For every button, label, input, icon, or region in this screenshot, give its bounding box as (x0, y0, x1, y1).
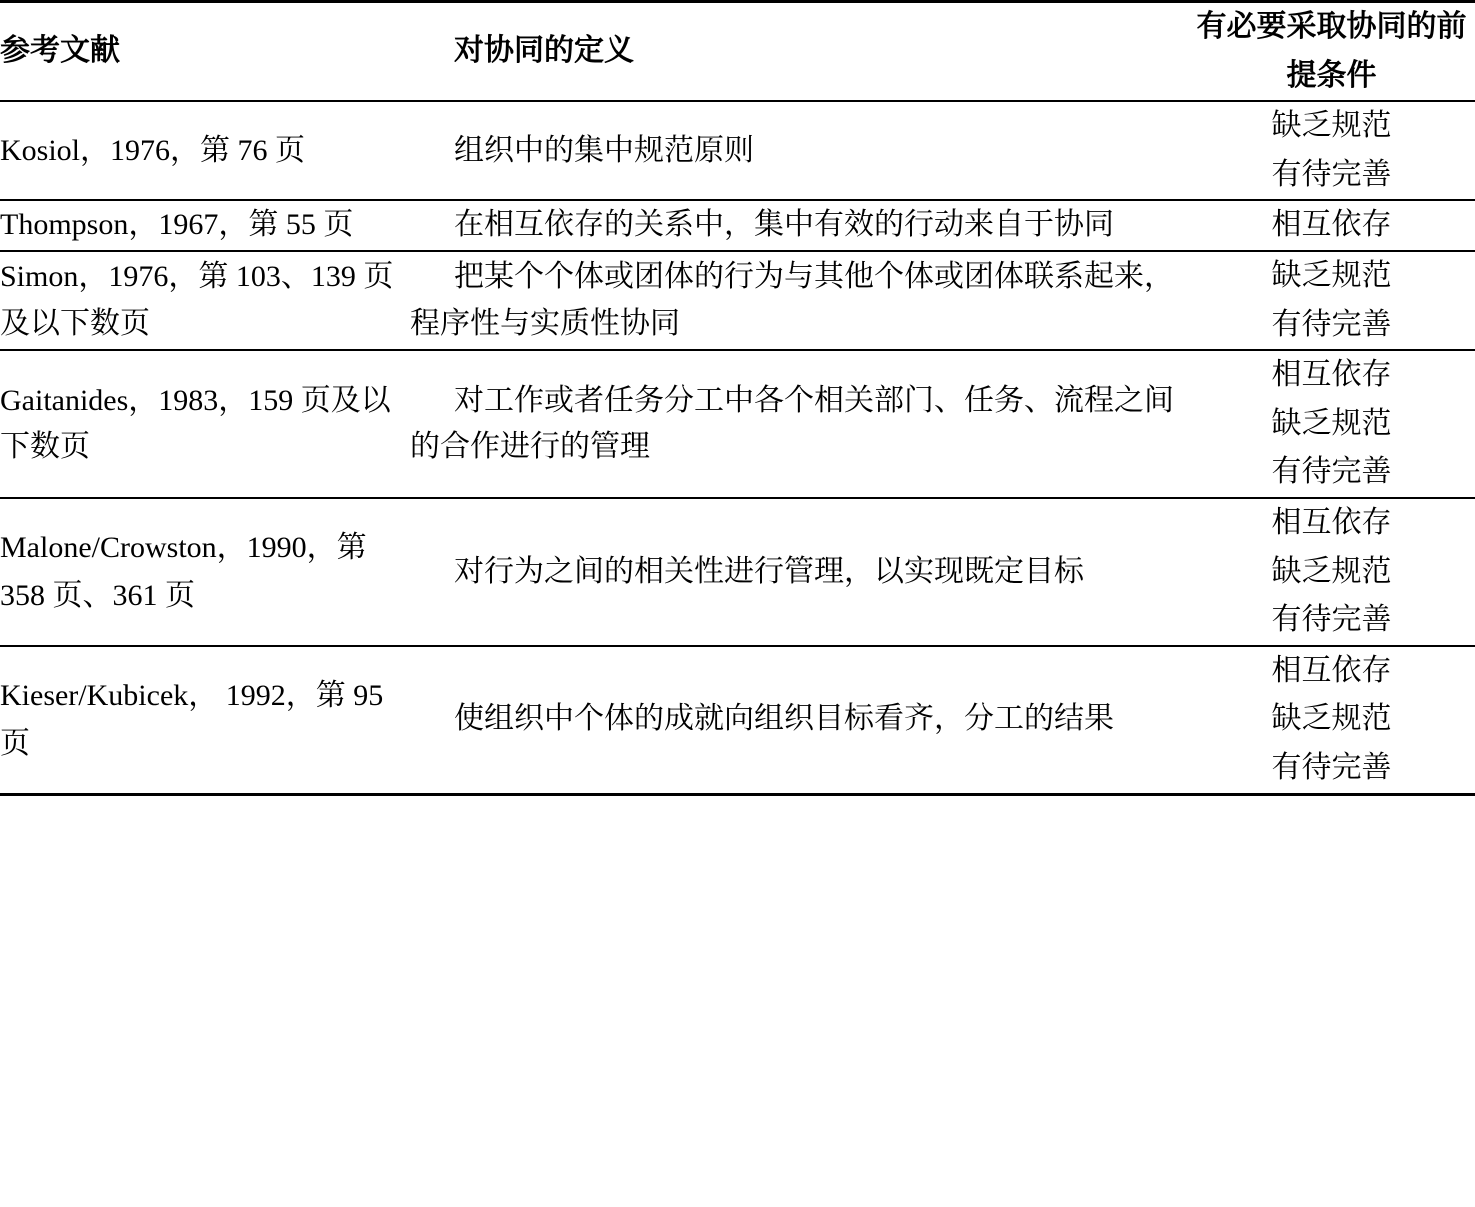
precondition-line: 相互依存 (1271, 505, 1392, 539)
cell-definition: 对工作或者任务分工中各个相关部门、任务、流程之间的合作进行的管理 (410, 383, 1174, 464)
cell-precondition (1188, 101, 1475, 200)
table-row (0, 200, 1475, 251)
precondition-line: 相互依存 (1271, 653, 1392, 687)
precondition-line: 有待完善 (1271, 750, 1392, 784)
cell-definition: 对行为之间的相关性进行管理，以实现既定目标 (454, 554, 1084, 588)
table-row (0, 350, 1475, 498)
cell-reference: Simon，1976，第 103、139 页及以下数页 (0, 260, 394, 340)
precondition-line: 缺乏规范 (1271, 554, 1392, 588)
precondition-line: 有待完善 (1271, 455, 1392, 489)
cell-reference: Kosiol，1976，第 76 页 (0, 133, 306, 167)
cell-reference: Thompson，1967，第 55 页 (0, 208, 354, 242)
header-precondition: 有必要采取协同的前提条件 (1196, 10, 1467, 92)
cell-precondition (1188, 350, 1475, 498)
cell-definition: 使组织中个体的成就向组织目标看齐，分工的结果 (454, 702, 1114, 736)
cell-reference: Malone/Crowston，1990，第 358 页、361 页 (0, 530, 367, 612)
precondition-line: 相互依存 (1271, 358, 1392, 392)
precondition-line: 有待完善 (1271, 603, 1392, 637)
cell-reference: Gaitanides，1983，159 页及以下数页 (0, 383, 391, 464)
cell-precondition (1188, 200, 1475, 251)
table-row (0, 498, 1475, 646)
table-row (0, 101, 1475, 200)
table-row (0, 251, 1475, 350)
precondition-line: 有待完善 (1271, 157, 1392, 191)
precondition-line: 缺乏规范 (1271, 702, 1392, 736)
cell-definition: 在相互依存的关系中，集中有效的行动来自于协同 (454, 208, 1114, 242)
precondition-line: 缺乏规范 (1271, 406, 1392, 440)
cell-definition: 把某个个体或团体的行为与其他个体或团体联系起来，程序性与实质性协同 (410, 260, 1174, 340)
header-reference: 参考文献 (0, 34, 120, 68)
cell-precondition (1188, 251, 1475, 350)
cell-reference: Kieser/Kubicek， 1992，第 95 页 (0, 678, 384, 760)
precondition-line: 有待完善 (1271, 307, 1392, 341)
header-definition: 对协同的定义 (454, 34, 634, 68)
cell-precondition (1188, 498, 1475, 646)
table-header (0, 2, 1475, 102)
precondition-line: 相互依存 (1271, 208, 1392, 242)
table-body (0, 101, 1475, 794)
precondition-line: 缺乏规范 (1271, 109, 1392, 143)
cell-definition: 组织中的集中规范原则 (454, 133, 754, 167)
cell-precondition (1188, 646, 1475, 794)
header-row (0, 2, 1475, 102)
precondition-line: 缺乏规范 (1271, 258, 1392, 292)
table-row (0, 646, 1475, 794)
